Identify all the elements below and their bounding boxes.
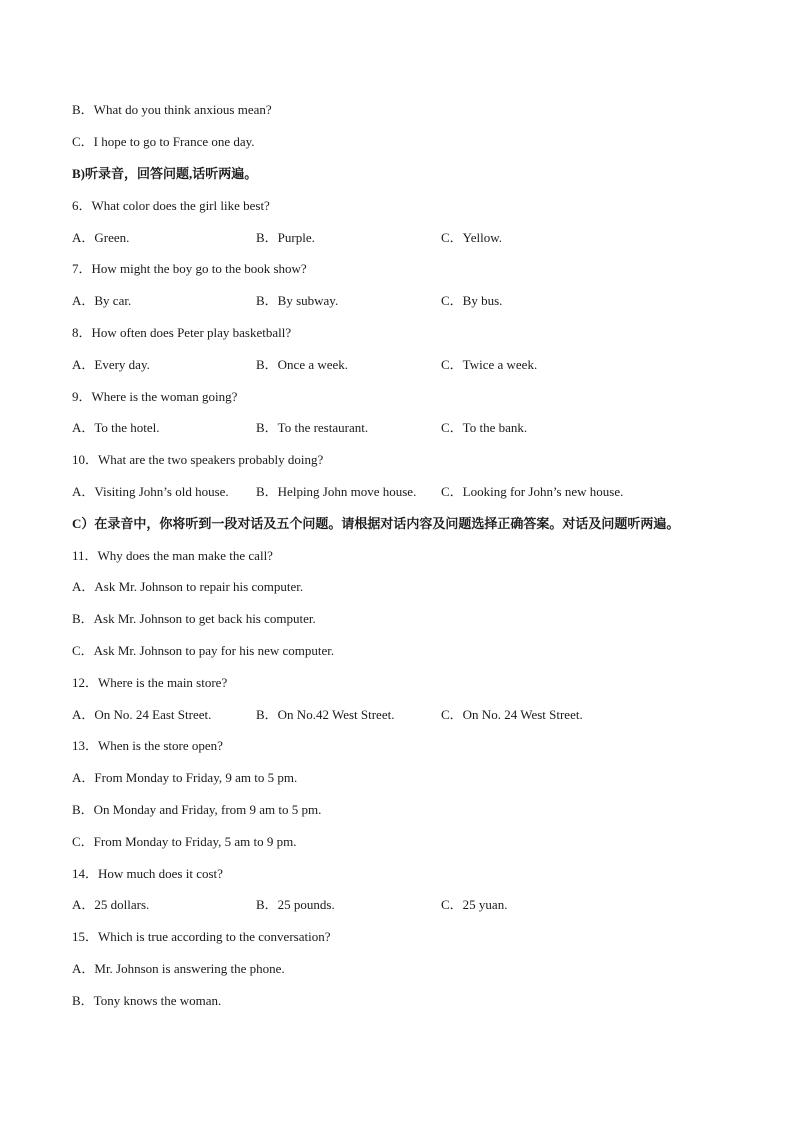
option-b-previous: B．What do you think anxious mean?: [72, 102, 272, 117]
q7-option-a: A．By car.: [72, 293, 132, 308]
q11-option-a: A．Ask Mr. Johnson to repair his computer.: [72, 579, 304, 594]
q14-option-b: B．25 pounds.: [256, 897, 335, 912]
q9-option-b: B．To the restaurant.: [256, 420, 369, 435]
q11-option-c: C．Ask Mr. Johnson to pay for his new computer.: [72, 643, 335, 658]
q12-option-c: C．On No. 24 West Street.: [441, 707, 583, 722]
q14-option-a: A．25 dollars.: [72, 897, 150, 912]
q15-option-b: B．Tony knows the woman.: [72, 993, 222, 1008]
question-7: 7．How might the boy go to the book show?: [72, 261, 307, 276]
section-b-heading: B)听录音，回答问题,话听两遍。: [72, 166, 258, 181]
q6-option-c: C．Yellow.: [441, 230, 503, 245]
q13-option-a: A．From Monday to Friday, 9 am to 5 pm.: [72, 770, 298, 785]
question-13: 13．When is the store open?: [72, 738, 223, 753]
question-8: 8．How often does Peter play basketball?: [72, 325, 292, 340]
question-9: 9．Where is the woman going?: [72, 389, 238, 404]
question-11: 11．Why does the man make the call?: [72, 548, 273, 563]
q13-option-b: B．On Monday and Friday, from 9 am to 5 pm.: [72, 802, 322, 817]
q8-option-a: A．Every day.: [72, 357, 150, 372]
q7-option-c: C．By bus.: [441, 293, 503, 308]
question-15: 15．Which is true according to the conversation?: [72, 929, 331, 944]
question-14: 14．How much does it cost?: [72, 866, 223, 881]
q13-option-c: C．From Monday to Friday, 5 am to 9 pm.: [72, 834, 297, 849]
q12-option-a: A．On No. 24 East Street.: [72, 707, 212, 722]
q8-option-c: C．Twice a week.: [441, 357, 538, 372]
q14-option-c: C．25 yuan.: [441, 897, 508, 912]
q8-option-b: B．Once a week.: [256, 357, 349, 372]
q12-option-b: B．On No.42 West Street.: [256, 707, 395, 722]
q15-option-a: A．Mr. Johnson is answering the phone.: [72, 961, 285, 976]
option-c-previous: C．I hope to go to France one day.: [72, 134, 255, 149]
q6-option-b: B．Purple.: [256, 230, 315, 245]
question-6: 6．What color does the girl like best?: [72, 198, 270, 213]
q10-option-c: C．Looking for John’s new house.: [441, 484, 624, 499]
section-c-heading: C）在录音中，你将听到一段对话及五个问题。请根据对话内容及问题选择正确答案。对话及问题听两遍。: [72, 516, 680, 531]
question-10: 10．What are the two speakers probably doing?: [72, 452, 324, 467]
question-12: 12．Where is the main store?: [72, 675, 228, 690]
q11-option-b: B．Ask Mr. Johnson to get back his computer.: [72, 611, 316, 626]
q9-option-c: C．To the bank.: [441, 420, 528, 435]
q7-option-b: B．By subway.: [256, 293, 339, 308]
q10-option-a: A．Visiting John’s old house.: [72, 484, 229, 499]
q10-option-b: B．Helping John move house.: [256, 484, 417, 499]
q9-option-a: A．To the hotel.: [72, 420, 160, 435]
q6-option-a: A．Green.: [72, 230, 130, 245]
